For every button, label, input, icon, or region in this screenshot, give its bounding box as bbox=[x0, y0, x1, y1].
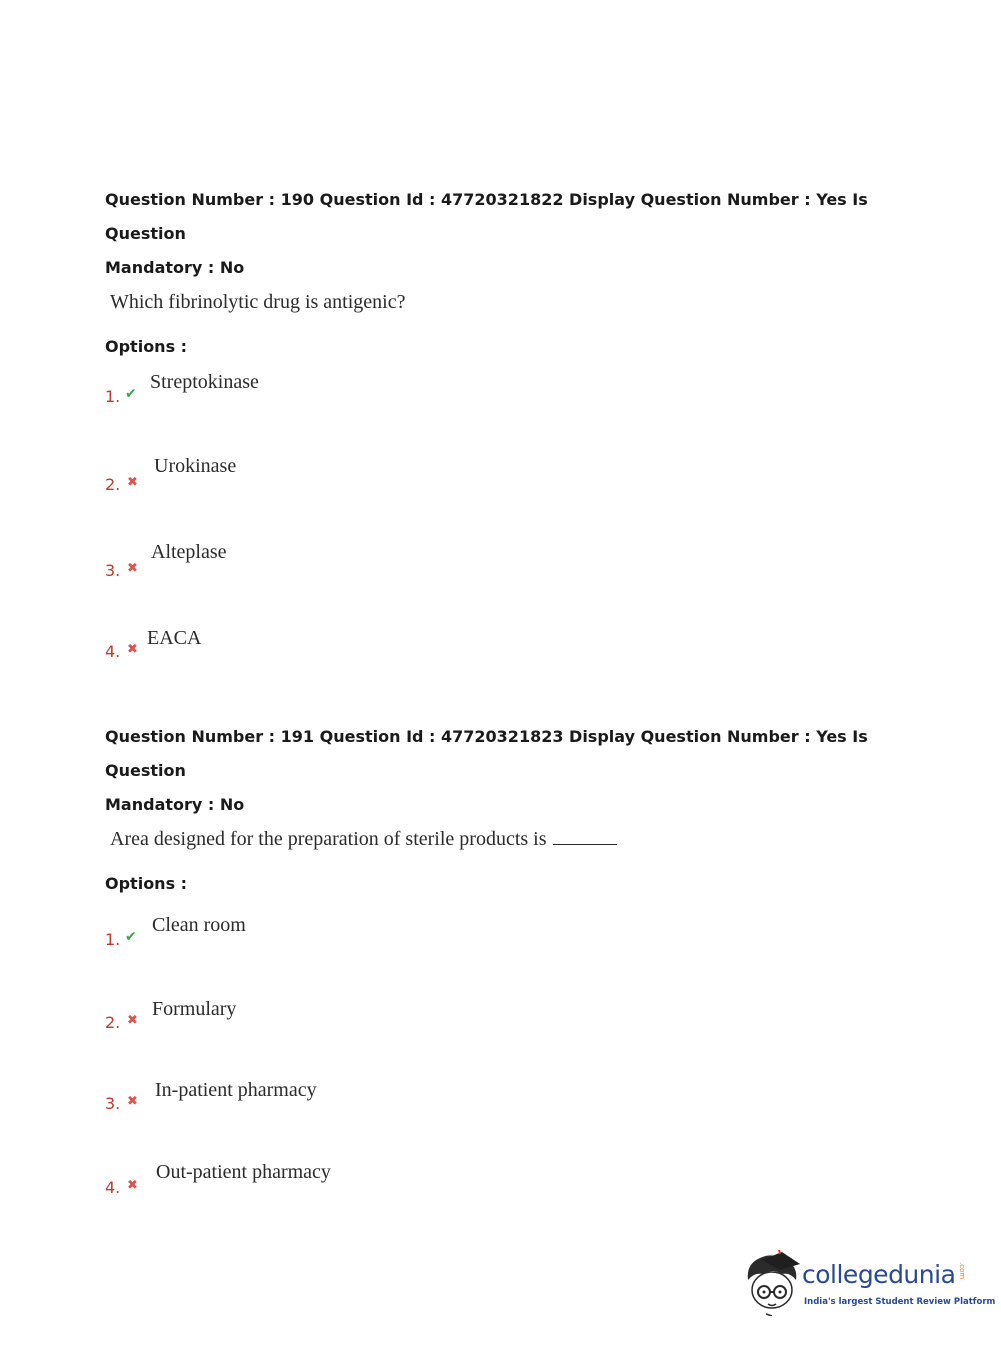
option-1 bbox=[105, 896, 935, 980]
option-1 bbox=[105, 359, 935, 447]
option-text: Urokinase bbox=[154, 455, 237, 477]
option-number: 2. bbox=[105, 475, 121, 494]
cross-icon: ✖ bbox=[127, 561, 138, 576]
option-3 bbox=[105, 1062, 935, 1146]
option-number: 3. bbox=[105, 561, 121, 580]
logo-suffix: .com bbox=[958, 1262, 966, 1280]
option-text: Clean room bbox=[152, 914, 246, 936]
check-icon: ✔ bbox=[125, 386, 137, 402]
check-icon: ✔ bbox=[125, 929, 137, 945]
answer-blank bbox=[553, 826, 617, 845]
option-4 bbox=[105, 1146, 935, 1206]
option-number: 4. bbox=[105, 1178, 121, 1197]
question-text: Which fibrinolytic drug is antigenic? bbox=[110, 291, 406, 313]
option-number: 1. bbox=[105, 930, 121, 949]
cross-icon: ✖ bbox=[127, 475, 138, 490]
question-header: Question Number : 191 Question Id : 47720321823 Display Question Number : Yes Is Question bbox=[105, 727, 868, 780]
option-number: 2. bbox=[105, 1013, 121, 1032]
logo-tagline: India's largest Student Review Platform bbox=[804, 1297, 996, 1307]
option-text: Out-patient pharmacy bbox=[156, 1161, 331, 1183]
option-2 bbox=[105, 447, 935, 533]
cross-icon: ✖ bbox=[127, 1013, 138, 1028]
cross-icon: ✖ bbox=[127, 642, 138, 657]
question-mandatory: Mandatory : No bbox=[105, 795, 245, 814]
option-3 bbox=[105, 533, 935, 617]
option-text: Formulary bbox=[152, 998, 237, 1020]
question-header: Question Number : 190 Question Id : 47720321822 Display Question Number : Yes Is Question bbox=[105, 190, 868, 243]
options-label: Options : bbox=[105, 874, 188, 893]
cross-icon: ✖ bbox=[127, 1178, 138, 1193]
mascot-icon bbox=[742, 1250, 802, 1316]
cross-icon: ✖ bbox=[127, 1094, 138, 1109]
question-block-191 bbox=[105, 720, 935, 1206]
option-2 bbox=[105, 980, 935, 1062]
question-text-content: Area designed for the preparation of sterile products is bbox=[110, 828, 547, 850]
options-label: Options : bbox=[105, 337, 188, 356]
option-4 bbox=[105, 617, 935, 677]
question-text bbox=[110, 824, 935, 854]
question-block-190 bbox=[105, 183, 935, 677]
option-text: In-patient pharmacy bbox=[155, 1079, 317, 1101]
question-mandatory: Mandatory : No bbox=[105, 258, 245, 277]
option-number: 1. bbox=[105, 387, 121, 406]
option-number: 4. bbox=[105, 642, 121, 661]
option-number: 3. bbox=[105, 1094, 121, 1113]
option-text: Streptokinase bbox=[150, 371, 259, 393]
collegedunia-logo bbox=[742, 1250, 996, 1320]
logo-wordmark: collegedunia bbox=[802, 1260, 956, 1289]
option-text: EACA bbox=[147, 627, 202, 649]
option-text: Alteplase bbox=[151, 541, 227, 563]
